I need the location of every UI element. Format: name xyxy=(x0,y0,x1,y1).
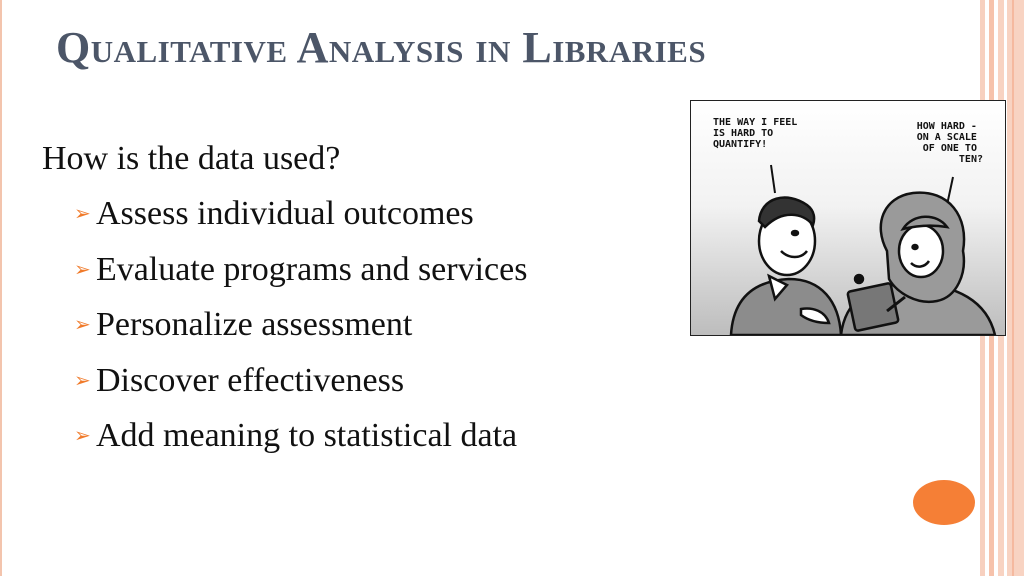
bullet-item xyxy=(74,249,682,291)
arrow-bullet-icon: ➢ xyxy=(74,258,91,281)
arrow-bullet-icon: ➢ xyxy=(74,203,91,225)
decorative-stripe xyxy=(1012,0,1014,576)
slide-body xyxy=(42,138,682,471)
bullet-list xyxy=(42,193,682,457)
cartoon-drawing xyxy=(691,101,1005,335)
arrow-bullet-icon: ➢ xyxy=(74,314,91,336)
left-border xyxy=(0,0,2,576)
cartoon-image xyxy=(690,100,1006,336)
right-speech-caption: HOW HARD - ON A SCALE OF ONE TO TEN? xyxy=(916,121,983,165)
bullet-item xyxy=(74,360,682,402)
bullet-item xyxy=(74,304,682,346)
bullet-item xyxy=(74,415,682,457)
accent-dot xyxy=(913,480,975,525)
bullet-text: Personalize assessment xyxy=(96,306,413,343)
arrow-bullet-icon: ➢ xyxy=(74,425,91,447)
bullet-text: Assess individual outcomes xyxy=(96,195,474,232)
lead-question: How is the data used? xyxy=(42,140,341,177)
left-speech-caption: THE WAY I FEEL IS HARD TO QUANTIFY! xyxy=(713,117,798,150)
bullet-text: Evaluate programs and services xyxy=(96,250,528,288)
slide-title: Qualitative Analysis in Libraries xyxy=(56,23,707,72)
bullet-text: Add meaning to statistical data xyxy=(96,417,518,454)
arrow-bullet-icon: ➢ xyxy=(74,369,91,392)
bullet-text: Discover effectiveness xyxy=(96,361,405,399)
bullet-item xyxy=(74,193,682,235)
